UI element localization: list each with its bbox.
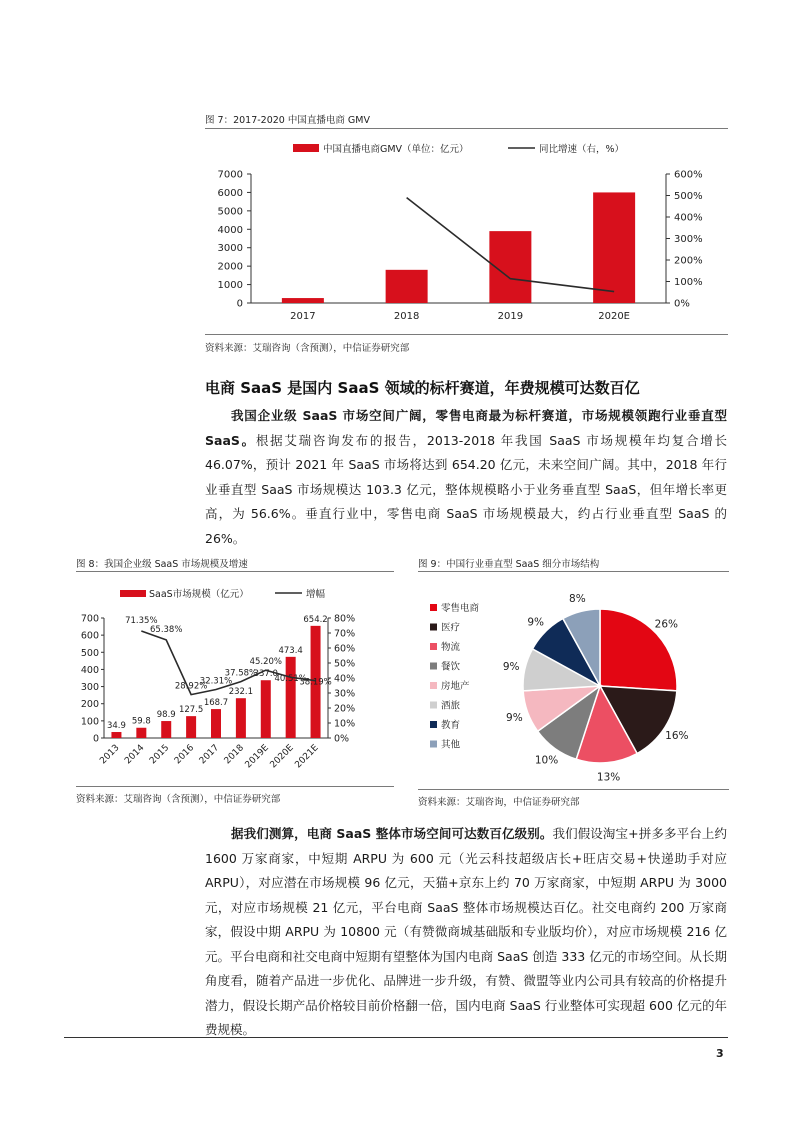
fig8-category-label: 2019E (243, 743, 271, 771)
fig7-bottom-rule (205, 334, 728, 335)
fig8-category-label: 2017 (197, 743, 222, 767)
fig8-left-tick-label: 600 (80, 630, 99, 642)
fig8-bar-value-label: 232.1 (228, 687, 254, 698)
fig7-source: 资料来源：艾瑞咨询（含预测），中信证券研究部 (205, 343, 410, 354)
fig8-bottom-rule (76, 786, 394, 787)
fig7-category-label: 2017 (290, 311, 316, 322)
fig9-slice-value-label: 26% (654, 618, 679, 631)
fig9-legend-swatch (430, 721, 437, 728)
fig8-bar-value-label: 337.0 (253, 669, 278, 680)
fig8-legend-bar-swatch (120, 590, 146, 597)
fig9-legend-label: 医疗 (441, 622, 461, 634)
fig8-left-tick-label: 100 (80, 716, 99, 728)
section-title: 电商 SaaS 是国内 SaaS 领域的标杆赛道，年费规模可达数百亿 (205, 379, 640, 397)
fig9-legend-label: 教育 (441, 720, 461, 731)
fig9-slice-value-label: 8% (569, 592, 586, 605)
fig9-legend-label: 餐饮 (441, 661, 461, 673)
fig7-top-rule (205, 128, 728, 129)
fig8-left-tick-label: 400 (80, 664, 99, 676)
fig7-legend-bar-label: 中国直播电商GMV（单位：亿元） (323, 144, 469, 155)
fig8-bar (286, 657, 296, 738)
fig8-left-tick-label: 300 (80, 682, 99, 694)
fig8-category-label: 2020E (268, 743, 296, 771)
fig7-bar (386, 270, 428, 303)
fig9-legend-label: 物流 (441, 642, 461, 653)
fig9-slice-value-label: 10% (534, 754, 559, 767)
fig9-legend-swatch (430, 663, 437, 670)
paragraph-2 (205, 822, 727, 1043)
fig9-legend-label: 酒旅 (441, 700, 461, 712)
fig7-left-tick-label: 2000 (217, 261, 243, 273)
fig8-bar-value-label: 127.5 (178, 705, 204, 716)
fig8-category-label: 2016 (172, 743, 197, 767)
fig8-growth-value-label: 40.51% (274, 674, 307, 685)
fig8-left-tick-label: 700 (80, 613, 99, 625)
fig9-legend-label: 其他 (441, 739, 461, 751)
fig8-category-label: 2014 (123, 743, 147, 767)
fig7-legend-bar-swatch (293, 144, 319, 152)
fig7-category-label: 2018 (393, 311, 420, 322)
fig8-right-tick-label: 40% (334, 673, 356, 685)
footer-rule (64, 1037, 728, 1038)
fig8-bar (236, 698, 246, 738)
fig8-right-tick-label: 30% (334, 688, 356, 700)
fig9-chart (418, 574, 730, 788)
fig7-bar (282, 298, 324, 303)
fig8-category-label: 2015 (148, 743, 172, 767)
fig8-top-rule (76, 571, 394, 572)
fig8-bar-value-label: 654.2 (303, 614, 328, 625)
fig8-bar (211, 709, 221, 738)
fig7-left-tick-label: 7000 (217, 169, 243, 181)
page-number: 3 (716, 1047, 724, 1060)
fig9-top-rule (418, 571, 729, 572)
fig8-source: 资料来源：艾瑞咨询（含预测），中信证券研究部 (76, 794, 281, 805)
fig9-bottom-rule (418, 789, 729, 790)
fig8-growth-value-label: 45.20% (249, 657, 282, 668)
fig7-title: 图 7：2017-2020 中国直播电商 GMV (205, 115, 370, 126)
fig8-right-tick-label: 50% (334, 658, 356, 670)
fig8-category-label: 2021E (293, 743, 321, 771)
fig8-growth-value-label: 38.19% (299, 677, 332, 688)
fig7-left-tick-label: 1000 (217, 280, 243, 292)
fig8-left-tick-label: 200 (80, 699, 99, 711)
fig8-right-tick-label: 80% (334, 613, 356, 625)
fig7-right-tick-label: 0% (674, 298, 690, 310)
fig8-bar-value-label: 473.4 (278, 645, 303, 656)
fig8-category-label: 2013 (98, 743, 122, 767)
fig9-legend-label: 零售电商 (441, 603, 480, 614)
fig8-bar (261, 680, 271, 738)
fig7-left-tick-label: 6000 (217, 187, 243, 199)
fig8-right-tick-label: 20% (334, 703, 356, 715)
fig8-left-tick-label: 500 (80, 647, 99, 659)
fig8-bar-value-label: 34.9 (106, 721, 126, 732)
fig7-right-tick-label: 600% (674, 169, 703, 181)
fig9-legend-swatch (430, 643, 437, 650)
fig8-title: 图 8：我国企业级 SaaS 市场规模及增速 (76, 559, 248, 570)
fig9-legend-swatch (430, 682, 437, 689)
fig7-right-tick-label: 400% (674, 212, 703, 224)
fig9-slice-value-label: 9% (506, 711, 523, 724)
fig7-category-label: 2019 (497, 311, 524, 322)
fig8-right-tick-label: 70% (334, 628, 356, 640)
paragraph-2-lead: 据我们测算，电商 SaaS 整体市场空间可达数百亿级别。 (231, 826, 553, 841)
fig8-legend-line-label: 增幅 (306, 589, 326, 600)
fig8-bar-value-label: 168.7 (203, 698, 229, 709)
fig7-right-tick-label: 200% (674, 255, 703, 267)
fig8-right-tick-label: 10% (334, 718, 356, 730)
fig7-left-tick-label: 0 (236, 298, 243, 310)
fig8-growth-value-label: 65.38% (150, 624, 183, 635)
fig9-legend-swatch (430, 702, 437, 709)
fig7-right-tick-label: 500% (674, 191, 703, 202)
fig7-left-tick-label: 4000 (217, 224, 243, 236)
fig7-left-tick-label: 5000 (217, 206, 243, 218)
paragraph-1 (205, 404, 727, 551)
fig8-right-tick-label: 0% (334, 733, 350, 745)
fig9-slice-value-label: 13% (596, 771, 621, 784)
fig9-slice-value-label: 9% (527, 616, 544, 629)
fig8-legend-bar-label: SaaS市场规模（亿元） (149, 589, 249, 600)
fig9-legend-swatch (430, 624, 437, 631)
fig9-legend-swatch (430, 604, 437, 611)
fig8-bar-value-label: 98.9 (156, 710, 176, 721)
fig7-chart (205, 130, 730, 330)
fig7-bar (593, 192, 635, 303)
fig8-growth-value-label: 37.58% (224, 668, 258, 679)
fig7-right-tick-label: 100% (674, 277, 703, 288)
paragraph-1-lead: 我国企业级 SaaS 市场空间广阔，零售电商最为标杆赛道，市场规模领跑行业垂直型 SaaS。 (205, 408, 727, 448)
fig8-bar-value-label: 59.8 (131, 716, 151, 727)
fig9-legend-label: 房地产 (441, 681, 470, 692)
fig8-bar (161, 721, 171, 738)
fig8-growth-value-label: 32.31% (199, 676, 233, 687)
paragraph-2-body: 我们假设淘宝+拼多多平台上约 1600 万家商家，中短期 ARPU 为 600 元（光云科技超级店长+旺店交易+快递助手对应 ARPU），对应潜在市场规模 96 亿元，天猫+京东上约 70 万家商家，中短期 ARPU 为 3000 元，对应市场规模 21 亿元，平台电商 SaaS 整体市场规模达百亿。社交电商约 200 万家商家，假设中期 ARPU 为 10800 元（有赞微商城基础版和专业版均价），对应市场规模 216 亿元。平台电商和社交电商中短期有望整体为国内电商 SaaS 创造 333 亿元的市场空间。从长期角度看，随着产品进一步优化、品牌进一步升级，有赞、微盟等业内公司具有较高的价格提升潜力，假设长期产品价格较目前价格翻一倍，国内电商 SaaS 行业整体可实现超 600 亿元的年费规模。 (205, 826, 727, 1037)
fig9-slice-value-label: 16% (665, 729, 689, 742)
fig9-legend-swatch (430, 741, 437, 748)
fig7-left-tick-label: 3000 (217, 243, 243, 255)
fig7-legend-line-label: 同比增速（右，%） (539, 144, 625, 155)
fig8-growth-value-label: 28.92% (174, 681, 208, 692)
paragraph-1-body: 根据艾瑞咨询发布的报告，2013-2018 年我国 SaaS 市场规模年均复合增长 46.07%，预计 2021 年 SaaS 市场将达到 654.20 亿元，未来空间广阔。其中，2018 年行业垂直型 SaaS 市场规模达 103.3 亿元，整体规模略小于业务垂直型 SaaS，但年增长率更高，为 56.6%。垂直行业中，零售电商 SaaS 市场规模最大，约占行业垂直型 SaaS 的 26%。 (205, 432, 727, 546)
fig7-right-tick-label: 300% (674, 234, 703, 245)
fig8-category-label: 2018 (222, 743, 247, 767)
fig8-chart (76, 574, 396, 784)
fig8-growth-value-label: 71.35% (125, 615, 158, 626)
fig9-title: 图 9：中国行业垂直型 SaaS 细分市场结构 (418, 559, 600, 570)
fig8-bar (136, 728, 146, 738)
fig9-source: 资料来源：艾瑞咨询，中信证券研究部 (418, 797, 580, 808)
fig7-category-label: 2020E (598, 311, 631, 322)
fig8-right-tick-label: 60% (334, 643, 356, 655)
fig8-left-tick-label: 0 (92, 733, 99, 745)
fig8-bar (186, 716, 196, 738)
fig9-slice-value-label: 9% (502, 661, 520, 674)
fig8-bar (111, 732, 121, 738)
